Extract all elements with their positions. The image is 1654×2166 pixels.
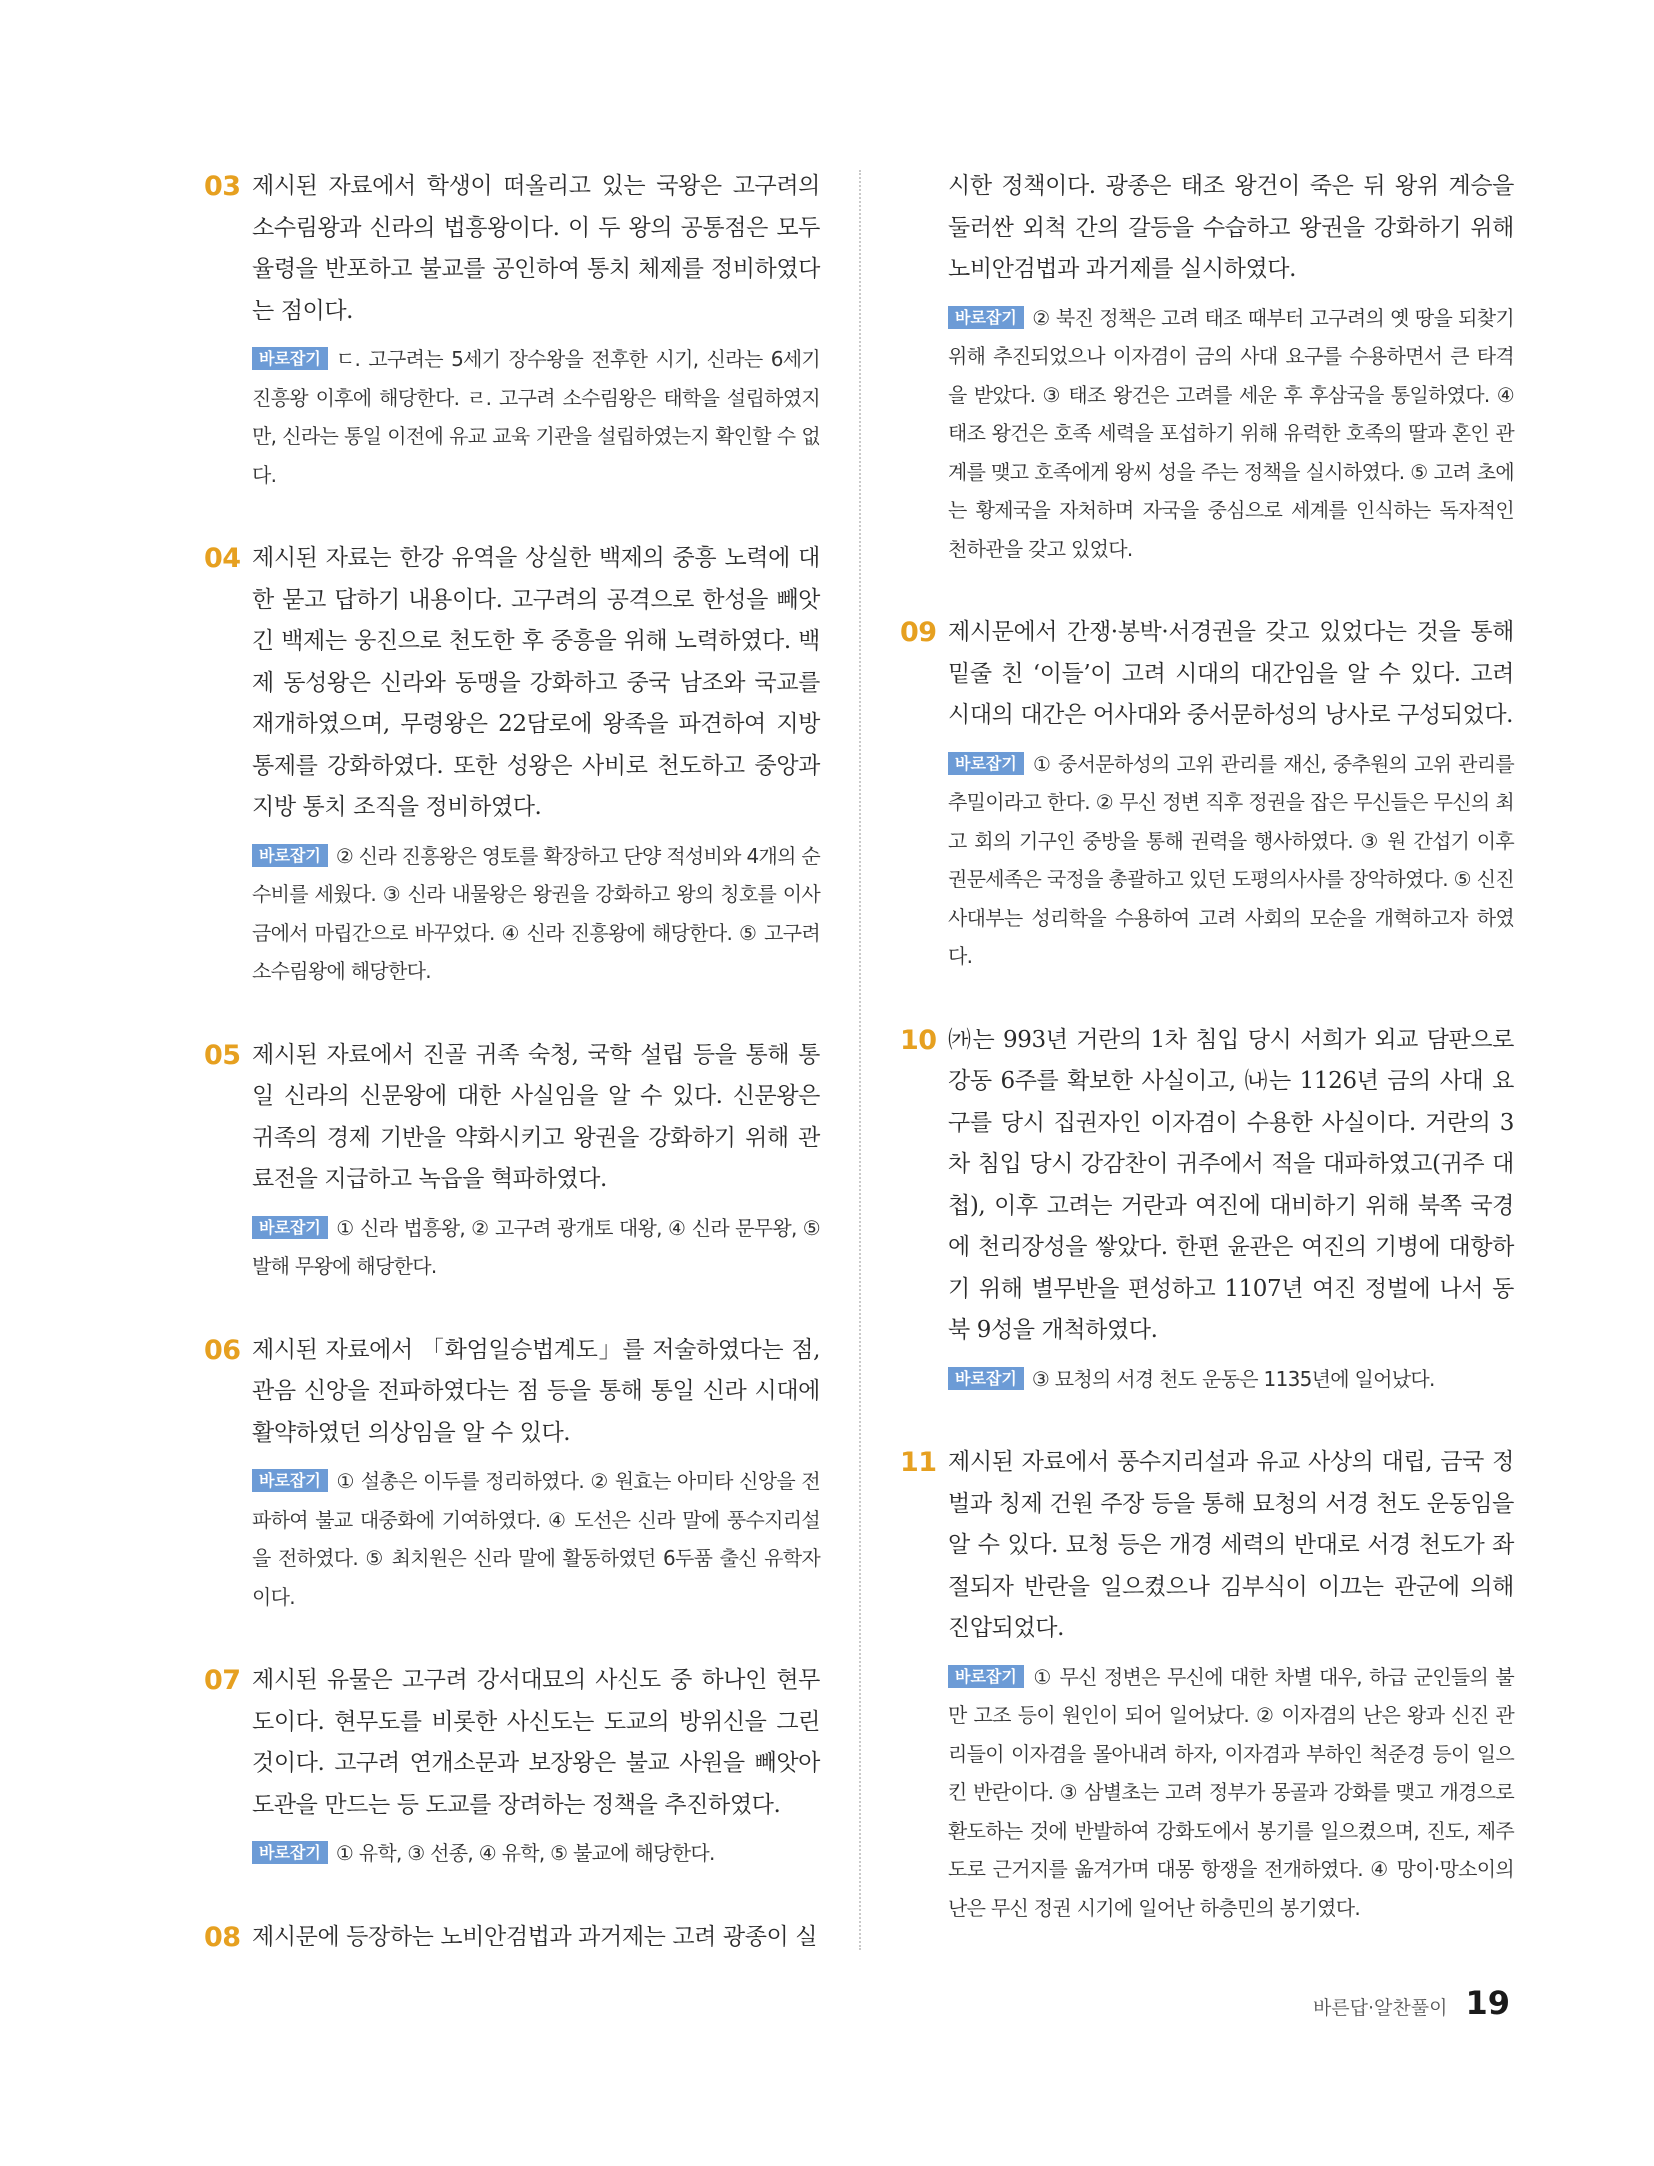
question-number: 04: [204, 543, 241, 574]
correction-badge: 바로잡기: [948, 306, 1024, 329]
explanation-text: ㈎는 993년 거란의 1차 침입 당시 서희가 외교 담판으로 강동 6주를 확보한 사실이고, ㈏는 1126년 금의 사대 요구를 당시 집권자인 이자겸이 수용한 사실이다. 거란의 3차 침입 당시 강감찬이 귀주에서 적을 대파하였고(귀주 대첩), 이후 고려는 거란과 여진에 대비하기 위해 북쪽 국경에 천리장성을 쌓았다. 한편 윤관은 여진의 기병에 대항하기 위해 별무반을 편성하고 1107년 여진 정벌에 나서 동북 9성을 개척하였다.: [948, 1026, 1514, 1343]
explanation-text: 시한 정책이다. 광종은 태조 왕건이 죽은 뒤 왕위 계승을 둘러싼 외척 간의 갈등을 수습하고 왕권을 강화하기 위해 노비안검법과 과거제를 실시하였다.: [948, 173, 1514, 282]
correction-badge: 바로잡기: [252, 844, 328, 867]
correction-badge: 바로잡기: [252, 1216, 328, 1239]
correction-badge: 바로잡기: [948, 752, 1024, 775]
correction-text: ① 중서문하성의 고위 관리를 재신, 중추원의 고위 관리를 추밀이라고 한다. ② 무신 정변 직후 정권을 잡은 무신들은 무신의 최고 회의 기구인 중방을 통해 권력을 행사하였다. ③ 원 간섭기 이후 권문세족은 국정을 총괄하고 있던 도평의사사를 장악하였다. ⑤ 신진 사대부는 성리학을 수용하여 고려 사회의 모순을 개혁하고자 하였다.: [948, 751, 1514, 968]
correction-note: [252, 1209, 820, 1286]
answer-07: [204, 1660, 820, 1873]
answer-08: [204, 1917, 820, 1959]
correction-text: ② 북진 정책은 고려 태조 때부터 고구려의 옛 땅을 되찾기 위해 추진되었으나 이자겸이 금의 사대 요구를 수용하면서 큰 타격을 받았다. ③ 태조 왕건은 고려를 세운 후 후삼국을 통일하였다. ④ 태조 왕건은 호족 세력을 포섭하기 위해 유력한 호족의 딸과 혼인 관계를 맺고 호족에게 왕씨 성을 주는 정책을 실시하였다. ⑤ 고려 초에는 황제국을 자처하며 자국을 중심으로 세계를 인식하는 독자적인 천하관을 갖고 있었다.: [948, 305, 1514, 561]
page-number: 19: [1465, 1984, 1510, 2022]
explanation-text: 제시된 자료에서 진골 귀족 숙청, 국학 설립 등을 통해 통일 신라의 신문왕에 대한 사실임을 알 수 있다. 신문왕은 귀족의 경제 기반을 약화시키고 왕권을 강화하기 위해 관료전을 지급하고 녹읍을 혁파하였다.: [252, 1041, 820, 1192]
correction-badge: 바로잡기: [948, 1665, 1024, 1688]
correction-text: ① 무신 정변은 무신에 대한 차별 대우, 하급 군인들의 불만 고조 등이 원인이 되어 일어났다. ② 이자겸의 난은 왕과 신진 관리들이 이자겸을 몰아내려 하자, 이자겸과 부하인 척준경 등이 일으킨 반란이다. ③ 삼별초는 고려 정부가 몽골과 강화를 맺고 개경으로 환도하는 것에 반발하여 강화도에서 봉기를 일으켰으며, 진도, 제주도로 근거지를 옮겨가며 대몽 항쟁을 전개하였다. ④ 망이·망소이의 난은 무신 정권 시기에 일어난 하층민의 봉기였다.: [948, 1664, 1514, 1920]
answer-03: [204, 166, 820, 494]
left-column: [204, 166, 820, 1958]
correction-note: [948, 745, 1514, 976]
column-divider: [859, 170, 861, 1950]
footer-label: 바른답·알찬풀이: [1312, 1997, 1448, 2019]
answer-05: [204, 1035, 820, 1286]
answer-10: [900, 1020, 1514, 1399]
explanation-text: 제시된 자료에서 학생이 떠올리고 있는 국왕은 고구려의 소수림왕과 신라의 법흥왕이다. 이 두 왕의 공통점은 모두 율령을 반포하고 불교를 공인하여 통치 체제를 정비하였다는 점이다.: [252, 173, 820, 324]
correction-note: [948, 1658, 1514, 1928]
correction-text: ① 유학, ③ 선종, ④ 유학, ⑤ 불교에 해당한다.: [335, 1841, 715, 1865]
answer-09: [900, 612, 1514, 976]
correction-text: ① 설총은 이두를 정리하였다. ② 원효는 아미타 신앙을 전파하여 불교 대중화에 기여하였다. ④ 도선은 신라 말에 풍수지리설을 전하였다. ⑤ 최치원은 신라 말에 활동하였던 6두품 출신 유학자이다.: [252, 1469, 820, 1609]
answer-04: [204, 538, 820, 991]
question-number: 09: [900, 617, 937, 648]
correction-text: ① 신라 법흥왕, ② 고구려 광개토 대왕, ④ 신라 문무왕, ⑤ 발해 무왕에 해당한다.: [252, 1215, 820, 1278]
answer-08-continued: [900, 166, 1514, 568]
question-number: 06: [204, 1334, 241, 1366]
correction-text: ㄷ. 고구려는 5세기 장수왕을 전후한 시기, 신라는 6세기 진흥왕 이후에 해당한다. ㄹ. 고구려 소수림왕은 태학을 설립하였지만, 신라는 통일 이전에 유교 교육 기관을 설립하였는지 확인할 수 없다.: [252, 347, 821, 487]
correction-note: [948, 299, 1514, 569]
question-number: 05: [204, 1039, 241, 1071]
correction-note: [252, 1462, 820, 1616]
explanation-text: 제시문에서 간쟁·봉박·서경권을 갖고 있었다는 것을 통해 밑줄 친 ‘이들’이 고려 시대의 대간임을 알 수 있다. 고려 시대의 대간은 어사대와 중서문하성의 낭사로 구성되었다.: [948, 619, 1514, 728]
question-number: 07: [204, 1665, 241, 1696]
correction-text: ③ 묘청의 서경 천도 운동은 1135년에 일어났다.: [1031, 1366, 1435, 1391]
answer-11: [900, 1442, 1514, 1927]
correction-badge: 바로잡기: [252, 1841, 328, 1864]
correction-text: ② 신라 진흥왕은 영토를 확장하고 단양 적성비와 4개의 순수비를 세웠다. ③ 신라 내물왕은 왕권을 강화하고 왕의 칭호를 이사금에서 마립간으로 바꾸었다. ④ 신라 진흥왕에 해당한다. ⑤ 고구려 소수림왕에 해당한다.: [252, 843, 820, 983]
correction-note: [252, 837, 820, 991]
explanation-text: 제시된 유물은 고구려 강서대묘의 사신도 중 하나인 현무도이다. 현무도를 비롯한 사신도는 도교의 방위신을 그린 것이다. 고구려 연개소문과 보장왕은 불교 사원을 빼앗아 도관을 만드는 등 도교를 장려하는 정책을 추진하였다.: [252, 1667, 820, 1818]
question-number: 11: [900, 1447, 937, 1478]
correction-note: [252, 1834, 820, 1873]
correction-note: [252, 340, 820, 494]
correction-badge: 바로잡기: [948, 1367, 1024, 1390]
question-number: 10: [900, 1024, 937, 1056]
explanation-text: 제시문에 등장하는 노비안검법과 과거제는 고려 광종이 실: [252, 1923, 818, 1950]
correction-badge: 바로잡기: [252, 347, 328, 370]
explanation-text: 제시된 자료에서 「화엄일승법계도」를 저술하였다는 점, 관음 신앙을 전파하였다는 점 등을 통해 통일 신라 시대에 활약하였던 의상임을 알 수 있다.: [252, 1336, 820, 1446]
question-number: 08: [204, 1921, 241, 1953]
right-column: [900, 166, 1514, 1927]
page-footer: [1313, 1984, 1510, 2022]
correction-badge: 바로잡기: [252, 1469, 328, 1492]
question-number: 03: [204, 171, 241, 202]
explanation-text: 제시된 자료에서 풍수지리설과 유교 사상의 대립, 금국 정벌과 칭제 건원 주장 등을 통해 묘청의 서경 천도 운동임을 알 수 있다. 묘청 등은 개경 세력의 반대로 서경 천도가 좌절되자 반란을 일으켰으나 김부식이 이끄는 관군에 의해 진압되었다.: [948, 1449, 1514, 1641]
correction-note: [948, 1360, 1514, 1399]
explanation-text: 제시된 자료는 한강 유역을 상실한 백제의 중흥 노력에 대한 묻고 답하기 내용이다. 고구려의 공격으로 한성을 빼앗긴 백제는 웅진으로 천도한 후 중흥을 위해 노력하였다. 백제 동성왕은 신라와 동맹을 강화하고 중국 남조와 국교를 재개하였으며, 무령왕은 22담로에 왕족을 파견하여 지방 통제를 강화하였다. 또한 성왕은 사비로 천도하고 중앙과 지방 통치 조직을 정비하였다.: [252, 545, 820, 820]
answer-06: [204, 1330, 820, 1617]
